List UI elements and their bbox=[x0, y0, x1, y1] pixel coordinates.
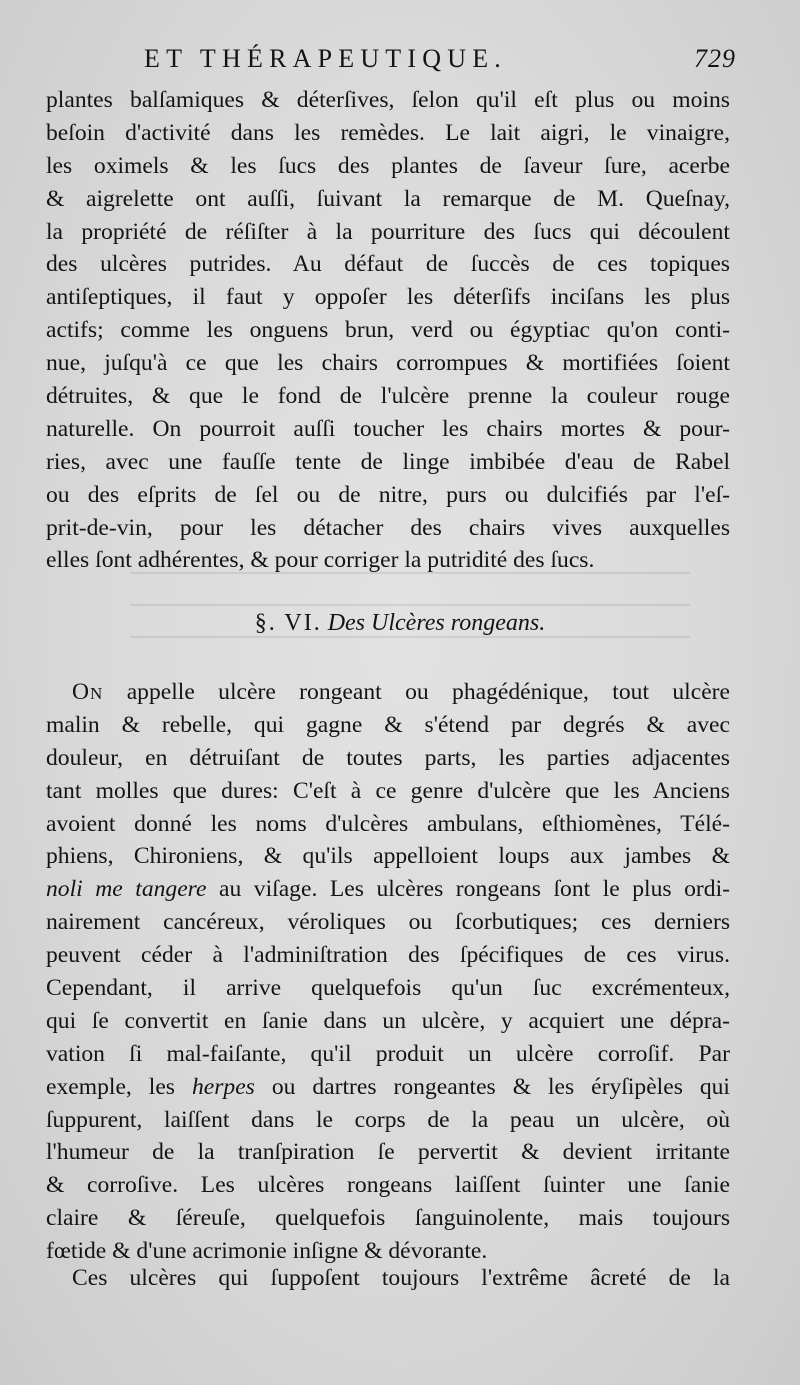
text-line: les oximels & les ſucs des plantes de ſaveur ſure, acerbe bbox=[46, 152, 730, 179]
text-line: douleur, en détruiſant de toutes parts, les parties adjacentes bbox=[46, 744, 730, 771]
paragraph-next bbox=[46, 1262, 730, 1295]
italic-phrase: noli me tangere bbox=[46, 876, 207, 903]
text-line: naturelle. On pourroit auſſi toucher les chairs mortes & pour- bbox=[46, 415, 730, 442]
text-line: nue, juſqu'à ce que les chairs corrompues & mortifiées ſoient bbox=[46, 350, 730, 377]
text-line: actifs; comme les onguens brun, verd ou égyptiac qu'on conti- bbox=[46, 317, 730, 344]
running-title: ET THÉRAPEUTIQUE. bbox=[144, 44, 507, 73]
text-line: nairement cancéreux, véroliques ou ſcorbutiques; ces derniers bbox=[46, 909, 730, 936]
text-line: la propriété de réſiſter à la pourriture des ſucs qui découlent bbox=[46, 218, 730, 245]
text-line: des ulcères putrides. Au défaut de ſuccès de ces topiques bbox=[46, 251, 730, 278]
text-line bbox=[46, 1071, 730, 1104]
running-head bbox=[46, 44, 736, 80]
text-line: Ces ulcères qui ſuppoſent toujours l'extrême âcreté de la bbox=[72, 1265, 730, 1291]
text-fragment: appelle ulcère rongeant ou phagédénique, tout ulcère bbox=[126, 679, 730, 705]
text-line: l'humeur de la tranſpiration ſe pervertit & devient irritante bbox=[46, 1139, 730, 1166]
text-line: vation ſi mal-faiſante, qu'il produit un ulcère corroſif. Par bbox=[46, 1040, 730, 1067]
text-line: antiſeptiques, il faut y oppoſer les déterſifs inciſans les plus bbox=[46, 284, 730, 311]
text-line: ou des eſprits de ſel ou de nitre, purs ou dulcifiés par l'eſ- bbox=[46, 481, 730, 508]
text-line: prit-de-vin, pour les détacher des chairs vives auxquelles bbox=[46, 514, 730, 541]
text-line: peuvent céder à l'adminiſtration des ſpécifiques de ces virus. bbox=[46, 942, 730, 969]
paragraph-continued bbox=[46, 84, 730, 577]
paragraph-ulceres-rongeans bbox=[46, 676, 730, 1268]
page-number: 729 bbox=[694, 44, 736, 73]
text-line: claire & ſéreuſe, quelquefois ſanguinolente, mais toujours bbox=[46, 1205, 730, 1232]
section-heading bbox=[0, 610, 800, 637]
text-line bbox=[46, 873, 730, 906]
initial-word: On bbox=[72, 679, 104, 705]
section-title-text: Des Ulcères rongeans. bbox=[327, 610, 546, 636]
text-line: & corroſive. Les ulcères rongeans laiſſent ſuinter une ſanie bbox=[46, 1172, 730, 1199]
text-line: Cependant, il arrive quelquefois qu'un ſuc excrémenteux, bbox=[46, 975, 730, 1002]
text-line: elles ſont adhérentes, & pour corriger la putridité des ſucs. bbox=[46, 547, 595, 574]
text-line: fœtide & d'une acrimonie inſigne & dévorante. bbox=[46, 1238, 488, 1265]
text-line: & aigrelette ont auſſi, ſuivant la remarque de M. Queſnay, bbox=[46, 185, 730, 212]
text-line: beſoin d'activité dans les remèdes. Le lait aigri, le vinaigre, bbox=[46, 119, 730, 146]
italic-word: herpes bbox=[191, 1073, 255, 1100]
text-line: malin & rebelle, qui gagne & s'étend par degrés & avec bbox=[46, 711, 730, 738]
text-line: phiens, Chironiens, & qu'ils appelloient loups aux jambes & bbox=[46, 843, 730, 870]
text-line: ſuppurent, laiſſent dans le corps de la peau un ulcère, où bbox=[46, 1106, 730, 1133]
text-line: qui ſe convertit en ſanie dans un ulcère, y acquiert une dépra- bbox=[46, 1007, 730, 1034]
text-line: plantes balſamiques & déterſives, ſelon qu'il eſt plus ou moins bbox=[46, 87, 730, 113]
text-fragment: exemple, les bbox=[46, 1073, 175, 1100]
text-line: ries, avec une fauſſe tente de linge imbibée d'eau de Rabel bbox=[46, 448, 730, 475]
text-line: avoient donné les noms d'ulcères ambulans, eſthiomènes, Télé- bbox=[46, 810, 730, 837]
section-number: §. VI. bbox=[254, 610, 322, 636]
text-line: détruites, & que le fond de l'ulcère prenne la couleur rouge bbox=[46, 383, 730, 410]
text-fragment: au viſage. Les ulcères rongeans ſont le plus ordi- bbox=[219, 876, 730, 903]
text-fragment: ou dartres rongeantes & les éryſipèles qui bbox=[271, 1073, 730, 1100]
text-line: tant molles que dures: C'eſt à ce genre d'ulcère que les Anciens bbox=[46, 777, 730, 804]
text-line bbox=[46, 676, 730, 709]
